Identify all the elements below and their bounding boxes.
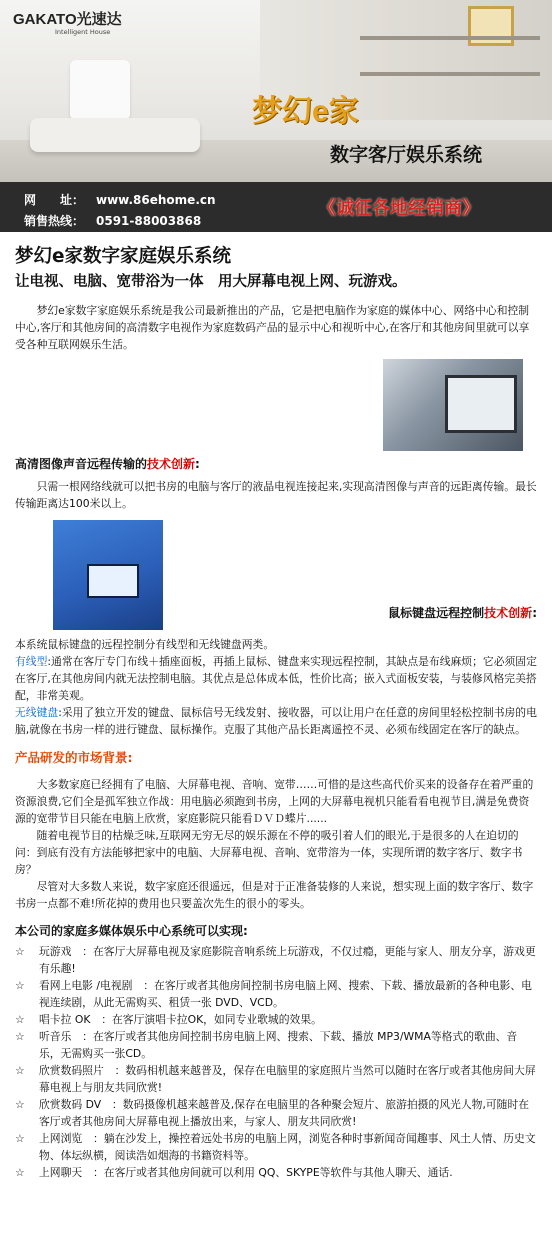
star-icon: ☆ [15, 1030, 25, 1043]
sec2-title-text: 鼠标键盘远程控制 [388, 606, 485, 620]
contact-bar [0, 182, 552, 232]
sec1-title [15, 455, 537, 472]
features-title: 本公司的家庭多媒体娱乐中心系统可以实现: [15, 924, 248, 938]
sec1-paragraph: 只需一根网络线就可以把书房的电脑与客厅的液晶电视连接起来,实现高清图像与声音的远距离传输。最长传输距离达100米以上。 [15, 480, 537, 510]
feature-text: 唱卡拉 OK ：在客厅演唱卡拉OK，如同专业歌城的效果。 [39, 1013, 322, 1026]
wall-frame [468, 6, 514, 46]
phone-number: 0591-88003868 [96, 214, 202, 228]
website-line [24, 191, 216, 208]
brand-logo [13, 8, 122, 36]
star-icon: ☆ [15, 1064, 25, 1077]
star-icon: ☆ [15, 945, 25, 958]
sec2-image-row [15, 512, 537, 628]
market-title: 产品研发的市场背景: [15, 750, 133, 765]
sec2-title [388, 604, 537, 621]
wireless-label: 无线键盘 [15, 706, 59, 719]
feature-text: 上网浏览 ：躺在沙发上，操控着远处书房的电脑上网，浏览各种时事新闻奇闻趣事、风土人情、历史文物、体坛纵横，阅读浩如烟海的书籍资料等。 [39, 1132, 536, 1162]
feature-item [15, 1062, 537, 1096]
feature-item [15, 943, 537, 977]
sec1-title-colon: : [195, 457, 200, 471]
feature-item [15, 1028, 537, 1062]
feature-text: 欣赏数码照片 ：数码相机越来越普及，保存在电脑里的家庭照片当然可以随时在客厅或者其他房间大屏幕电视上与朋友共同欣赏! [39, 1064, 536, 1094]
feature-text: 听音乐 ：在客厅或者其他房间控制书房电脑上网、搜索、下载、播放 MP3/WMA等格式的歌曲、音乐，无需购买一张CD。 [39, 1030, 518, 1060]
features-list [15, 943, 537, 1181]
tv-image [87, 564, 139, 598]
sofa-image [30, 118, 200, 152]
wired-label: 有线型 [15, 655, 48, 668]
feature-item [15, 1011, 537, 1028]
product-title: 梦幻e家 [252, 95, 359, 128]
feature-text: 看网上电影 /电视剧 ：在客厅或者其他房间控制书房电脑上网、搜索、下载、播放最新的各种电影、电视连续剧，从此无需购买、租赁一张 DVD、VCD。 [39, 979, 532, 1009]
wireless-text: :采用了独立开发的键盘、鼠标信号无线发射、接收器，可以让用户在任意的房间里轻松控制书房的电脑,就像在书房一样的进行键盘、鼠标操作。克服了其他产品长距离遥控不灵、必须布线固定在客厅的缺点。 [15, 706, 537, 736]
feature-text: 欣赏数码 DV ：数码摄像机越来越普及,保存在电脑里的各种聚会短片、旅游拍摄的风光人物,可随时在客厅或者其他房间大屏幕电视上播放出来，与家人、朋友共同欣赏! [39, 1098, 530, 1128]
star-icon: ☆ [15, 1132, 25, 1145]
wall-shelf [360, 72, 540, 76]
website-label: 网 址： [24, 193, 85, 207]
brand-sub: Intelligent House [55, 28, 111, 36]
header-banner [0, 0, 552, 182]
chair-image [70, 60, 130, 120]
star-icon: ☆ [15, 1166, 25, 1179]
market-p2: 随着电视节目的枯燥乏味,互联网无穷无尽的娱乐源在不停的吸引着人们的眼光,于是很多的人在迫切的问：到底有没有方法能够把家中的电脑、大屏幕电视、音响、宽带溶为一体，实现所谓的数字客厅、数字书房？ [15, 829, 523, 876]
market-p1: 大多数家庭已经拥有了电脑、大屏幕电视、音响、宽带……可惜的是这些高代价买来的设备存在着严重的资源浪费,它们全是孤军独立作战：用电脑必须跑到书房，上网的大屏幕电视机只能看看电视节目,满是免费资源的宽带节目只能在电脑上欣赏，家庭影院只能看ＤＶＤ蝶片...... [15, 778, 534, 825]
sec1-title-highlight: 技术创新 [147, 457, 196, 471]
phone-line [24, 212, 201, 229]
monitor-screen [445, 375, 517, 433]
phone-label: 销售热线： [24, 214, 85, 228]
feature-item [15, 1164, 537, 1181]
intro-paragraph: 梦幻e家数字家庭娱乐系统是我公司最新推出的产品，它是把电脑作为家庭的媒体中心、网络中心和控制中心,客厅和其他房间的高清数字电视作为家庭数码产品的显示中心和视听中心,在客厅和其他房间里就可以享受各种互联网娱乐生活。 [15, 304, 530, 351]
living-room-image [53, 520, 163, 630]
feature-item [15, 1130, 537, 1164]
star-icon: ☆ [15, 1013, 25, 1026]
monitor-image [383, 359, 523, 451]
main-content [0, 244, 552, 1181]
sec2-title-highlight: 技术创新 [484, 606, 533, 620]
wall-shelf [360, 36, 540, 40]
page-tagline: 让电视、电脑、宽带浴为一体 用大屏幕电视上网、玩游戏。 [15, 274, 407, 290]
feature-text: 上网聊天 ：在客厅或者其他房间就可以利用 QQ、SKYPE等软件与其他人聊天、通话. [39, 1166, 453, 1179]
page-title: 梦幻e家数字家庭娱乐系统 [15, 246, 232, 267]
feature-item [15, 977, 537, 1011]
sec2-wired [15, 653, 537, 704]
feature-item [15, 1096, 537, 1130]
sec2-lead: 本系统鼠标键盘的远程控制分有线型和无线键盘两类。 [15, 638, 275, 651]
sec1-title-text: 高清图像声音远程传输的 [15, 457, 148, 471]
wired-text: :通常在客厅专门布线＋插座面板，再插上鼠标、键盘来实现远程控制，其缺点是布线麻烦；它必须固定在客厅,在其他房间内就无法控制电脑。其优点是总体成本低，性价比高；嵌入式面板安装，与装修风格完美搭配，非常美观。 [15, 655, 537, 702]
star-icon: ☆ [15, 979, 25, 992]
brand-name: GAKATO光速达 [13, 11, 122, 28]
website-link[interactable]: www.86ehome.cn [96, 193, 216, 207]
market-p3: 尽管对大多数人来说，数字家庭还很遥远，但是对于正准备装修的人来说，想实现上面的数字客厅、数字书房一点都不难!所花掉的费用也只要盖次先生的很小的零头。 [15, 880, 534, 910]
dealer-slogan: 《诚征各地经销商》 [318, 198, 480, 219]
product-subtitle: 数字客厅娱乐系统 [330, 144, 483, 166]
star-icon: ☆ [15, 1098, 25, 1111]
intro-image-row [15, 353, 537, 449]
feature-text: 玩游戏 ：在客厅大屏幕电视及家庭影院音响系统上玩游戏，不仅过瘾，更能与家人、朋友分享，游戏更有乐趣! [39, 945, 536, 975]
sec2-title-colon: : [532, 606, 537, 620]
sec2-wireless [15, 704, 537, 738]
